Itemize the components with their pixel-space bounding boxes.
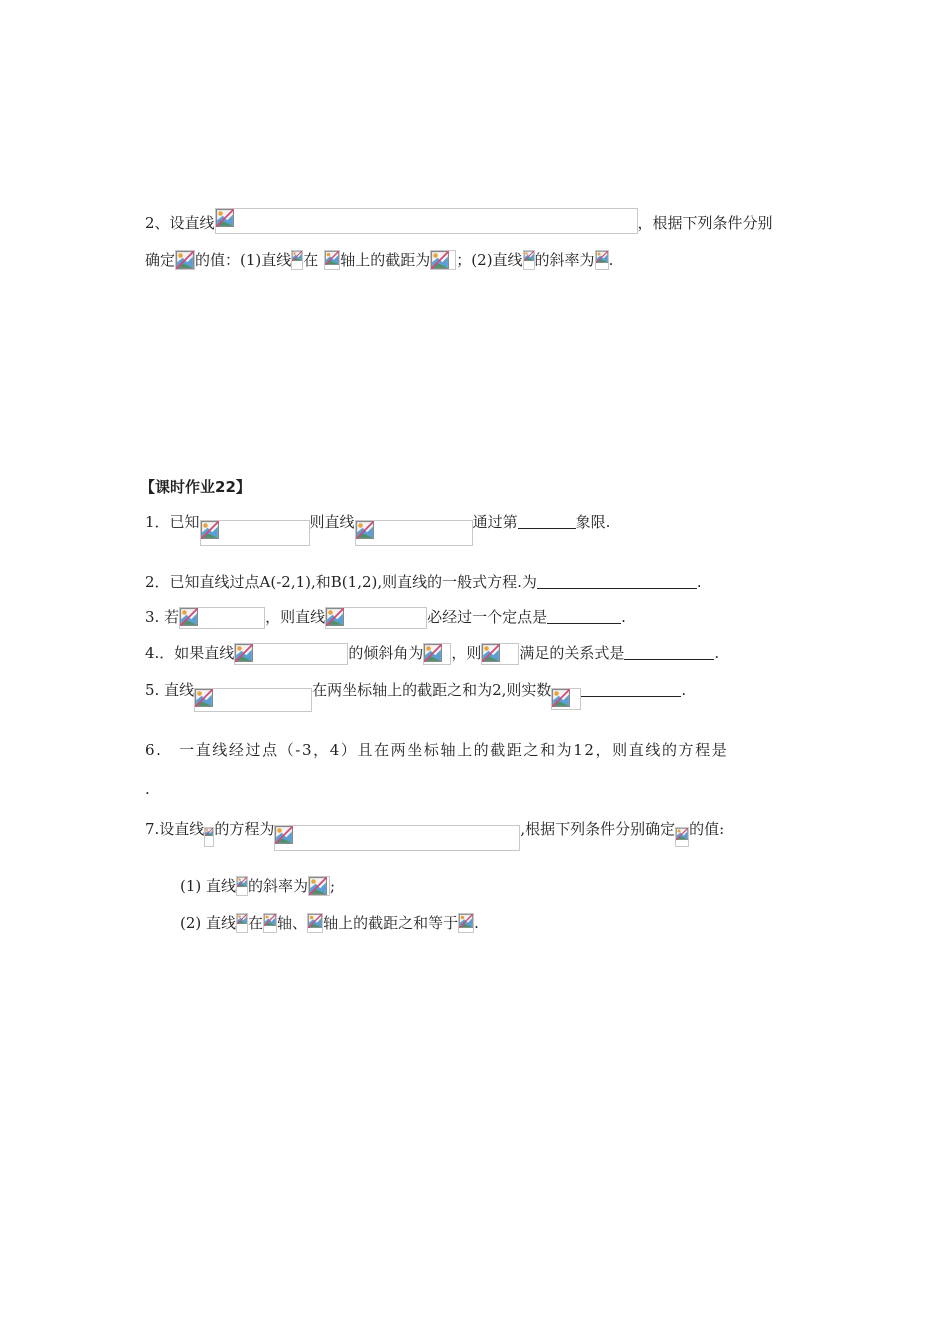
broken-image-glyph — [180, 608, 198, 626]
broken-image-icon — [325, 607, 427, 629]
broken-image-icon — [481, 643, 519, 665]
broken-image-icon — [458, 913, 474, 933]
text: 轴上的截距之和等于 — [323, 914, 459, 932]
text: ，则 — [451, 644, 482, 662]
item-3 — [145, 607, 626, 629]
text: 的方程为 — [214, 820, 275, 838]
broken-image-icon — [308, 876, 330, 896]
broken-image-icon — [675, 827, 689, 847]
text: 则直线 — [309, 513, 355, 531]
text: 7.设直线 — [145, 820, 205, 838]
broken-image-glyph — [237, 877, 247, 887]
broken-image-icon — [551, 688, 581, 710]
text: 5. 直线 — [145, 681, 195, 699]
broken-image-icon — [200, 520, 310, 546]
broken-image-glyph — [216, 209, 234, 227]
broken-image-glyph — [205, 828, 213, 836]
answer-blank[interactable] — [518, 512, 576, 529]
broken-image-icon — [215, 208, 638, 234]
broken-image-icon — [595, 250, 609, 270]
text: 的倾斜角为 — [348, 644, 424, 662]
section-title: 【课时作业22】 — [140, 478, 251, 496]
answer-blank[interactable] — [624, 643, 714, 660]
broken-image-icon — [204, 827, 214, 847]
broken-image-glyph — [292, 251, 302, 261]
text: 在 — [248, 914, 264, 932]
text: 象限. — [575, 513, 611, 531]
broken-image-icon — [263, 913, 277, 933]
broken-image-icon — [236, 913, 248, 933]
text: 确定 — [145, 251, 176, 269]
text: 在两坐标轴上的截距之和为2,则实数 — [312, 681, 552, 699]
text: (2) 直线 — [180, 914, 237, 932]
text: ；(2)直线 — [456, 251, 523, 269]
broken-image-glyph — [201, 521, 219, 539]
broken-image-glyph — [176, 251, 194, 269]
broken-image-glyph — [309, 877, 327, 895]
text: 满足的关系式是 — [519, 644, 625, 662]
top-q2-line2 — [145, 250, 613, 270]
broken-image-icon — [234, 643, 348, 665]
broken-image-icon — [236, 876, 248, 896]
item-7-2 — [180, 913, 479, 933]
text: ，根据下列条件分别 — [637, 214, 773, 232]
text: ,根据下列条件分别确定 — [520, 820, 676, 838]
text: 的斜率为 — [534, 251, 595, 269]
broken-image-icon — [194, 688, 312, 712]
broken-image-icon — [324, 250, 340, 270]
broken-image-glyph — [596, 251, 608, 263]
broken-image-icon — [355, 520, 473, 546]
text: (1) 直线 — [180, 877, 237, 895]
text: 通过第 — [472, 513, 518, 531]
text: . — [621, 608, 626, 626]
text: 1．已知 — [145, 513, 200, 531]
broken-image-glyph — [264, 914, 276, 926]
broken-image-glyph — [356, 521, 374, 539]
text: 在 — [303, 251, 319, 269]
broken-image-glyph — [195, 689, 213, 707]
text: 的斜率为 — [248, 877, 309, 895]
broken-image-glyph — [308, 914, 322, 928]
broken-image-glyph — [524, 251, 534, 261]
text: . — [681, 681, 687, 699]
item-6 — [145, 740, 728, 760]
text: . — [696, 573, 702, 591]
item-7 — [145, 819, 724, 851]
answer-blank[interactable] — [581, 680, 681, 697]
broken-image-glyph — [424, 644, 442, 662]
text: ; — [330, 877, 336, 895]
item-7-1 — [180, 876, 335, 896]
broken-image-glyph — [431, 251, 449, 269]
broken-image-glyph — [237, 914, 247, 924]
text: . — [474, 914, 479, 932]
text: ，则直线 — [265, 608, 326, 626]
answer-blank[interactable] — [537, 572, 697, 589]
item-2 — [145, 572, 702, 592]
broken-image-icon — [175, 250, 195, 270]
broken-image-icon — [274, 825, 520, 851]
item-6-end: . — [145, 780, 150, 798]
text: 轴上的截距为 — [340, 251, 431, 269]
text: 轴、 — [277, 914, 308, 932]
broken-image-icon — [179, 607, 265, 629]
broken-image-glyph — [676, 828, 688, 840]
item-5 — [145, 680, 686, 712]
broken-image-icon — [430, 250, 456, 270]
broken-image-icon — [291, 250, 303, 270]
answer-blank[interactable] — [547, 607, 621, 624]
broken-image-glyph — [459, 914, 473, 928]
item-4 — [145, 643, 719, 665]
text: 3. 若 — [145, 608, 180, 626]
broken-image-icon — [307, 913, 323, 933]
broken-image-glyph — [235, 644, 253, 662]
text: 6. 一直线经过点（-3，4）且在两坐标轴上的截距之和为12，则直线的方程是 — [145, 741, 729, 759]
text: . — [608, 251, 614, 269]
broken-image-icon — [523, 250, 535, 270]
broken-image-glyph — [552, 689, 570, 707]
broken-image-icon — [423, 643, 451, 665]
text: 2．已知直线过点A(-2,1),和B(1,2),则直线的一般式方程.为 — [145, 573, 537, 591]
text: 的值：(1)直线 — [195, 251, 292, 269]
broken-image-glyph — [482, 644, 500, 662]
text: . — [714, 644, 720, 662]
text: 2、设直线 — [145, 214, 215, 232]
broken-image-glyph — [326, 608, 344, 626]
top-q2-line1 — [145, 213, 773, 234]
broken-image-glyph — [325, 251, 339, 265]
text: 4.．如果直线 — [145, 644, 235, 662]
item-1 — [145, 512, 610, 546]
text: 必经过一个定点是 — [427, 608, 548, 626]
text: 的值: — [689, 820, 725, 838]
broken-image-glyph — [275, 826, 293, 844]
